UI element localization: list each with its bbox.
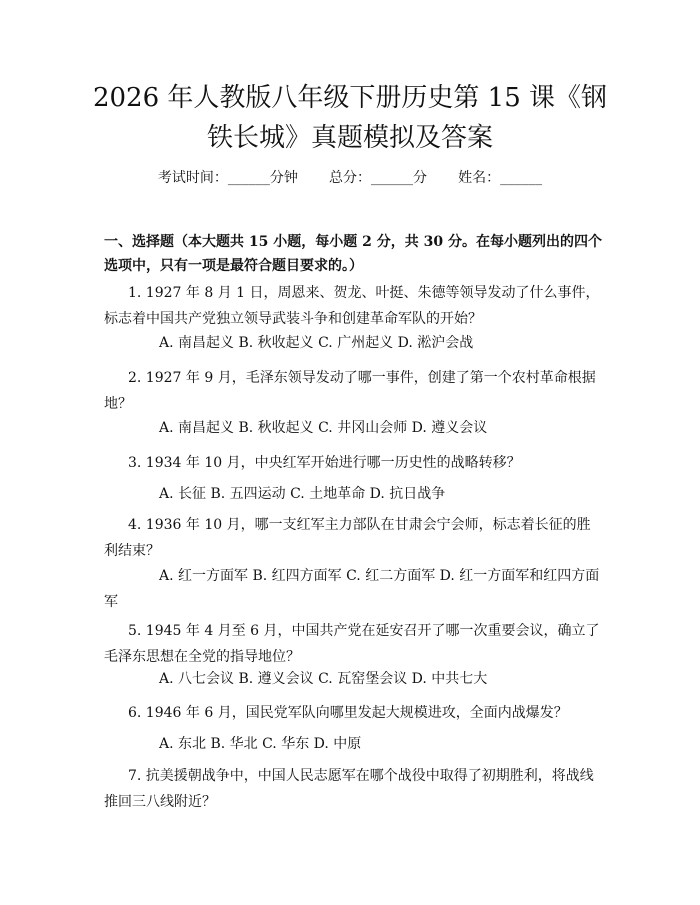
question-6: 6. 1946 年 6 月，国民党军队向哪里发起大规模进攻，全面内战爆发？ — [128, 705, 568, 721]
question-1-options: A. 南昌起义 B. 秋收起义 C. 广州起义 D. 淞沪会战 — [159, 335, 474, 351]
question-2-options: A. 南昌起义 B. 秋收起义 C. 井冈山会师 D. 遵义会议 — [159, 420, 488, 436]
exam-name-label: 姓名：______ — [458, 170, 543, 186]
question-7: 7. 抗美援朝战争中，中国人民志愿军在哪个战役中取得了初期胜利，将战线推回三八线附近？ — [104, 768, 594, 810]
question-4: 4. 1936 年 10 月，哪一支红军主力部队在甘肃会宁会师，标志着长征的胜利结束？ — [104, 517, 591, 559]
question-4-options: A. 红一方面军 B. 红四方面军 C. 红二方面军 D. 红一方面军和红四方面军 — [104, 568, 600, 610]
document-title: 2026 年人教版八年级下册历史第 15 课《钢铁长城》真题模拟及答案 — [92, 83, 608, 153]
exam-time-label: 考试时间：______分钟 — [157, 170, 298, 186]
question-5-options: A. 八七会议 B. 遵义会议 C. 瓦窑堡会议 D. 中共七大 — [159, 671, 488, 687]
question-2: 2. 1927 年 9 月，毛泽东领导发动了哪一事件，创建了第一个农村革命根据地？ — [104, 370, 596, 412]
exam-score-label: 总分：______分 — [329, 170, 427, 186]
question-3: 3. 1934 年 10 月，中央红军开始进行哪一历史性的战略转移？ — [128, 455, 521, 471]
question-1: 1. 1927 年 8 月 1 日，周恩来、贺龙、叶挺、朱德等领导发动了什么事件，标志着中国共产党独立领导武装斗争和创建革命军队的开始？ — [104, 285, 600, 327]
question-5: 5. 1945 年 4 月至 6 月，中国共产党在延安召开了哪一次重要会议，确立了毛泽东思想在全党的指导地位？ — [104, 623, 600, 665]
section-heading: 一、选择题（本大题共 15 小题，每小题 2 分，共 30 分。在每小题列出的四个选项中，只有一项是最符合题目要求的。） — [104, 234, 602, 274]
question-6-options: A. 东北 B. 华北 C. 华东 D. 中原 — [159, 736, 362, 752]
exam-meta — [0, 168, 700, 188]
question-3-options: A. 长征 B. 五四运动 C. 土地革命 D. 抗日战争 — [159, 486, 446, 502]
